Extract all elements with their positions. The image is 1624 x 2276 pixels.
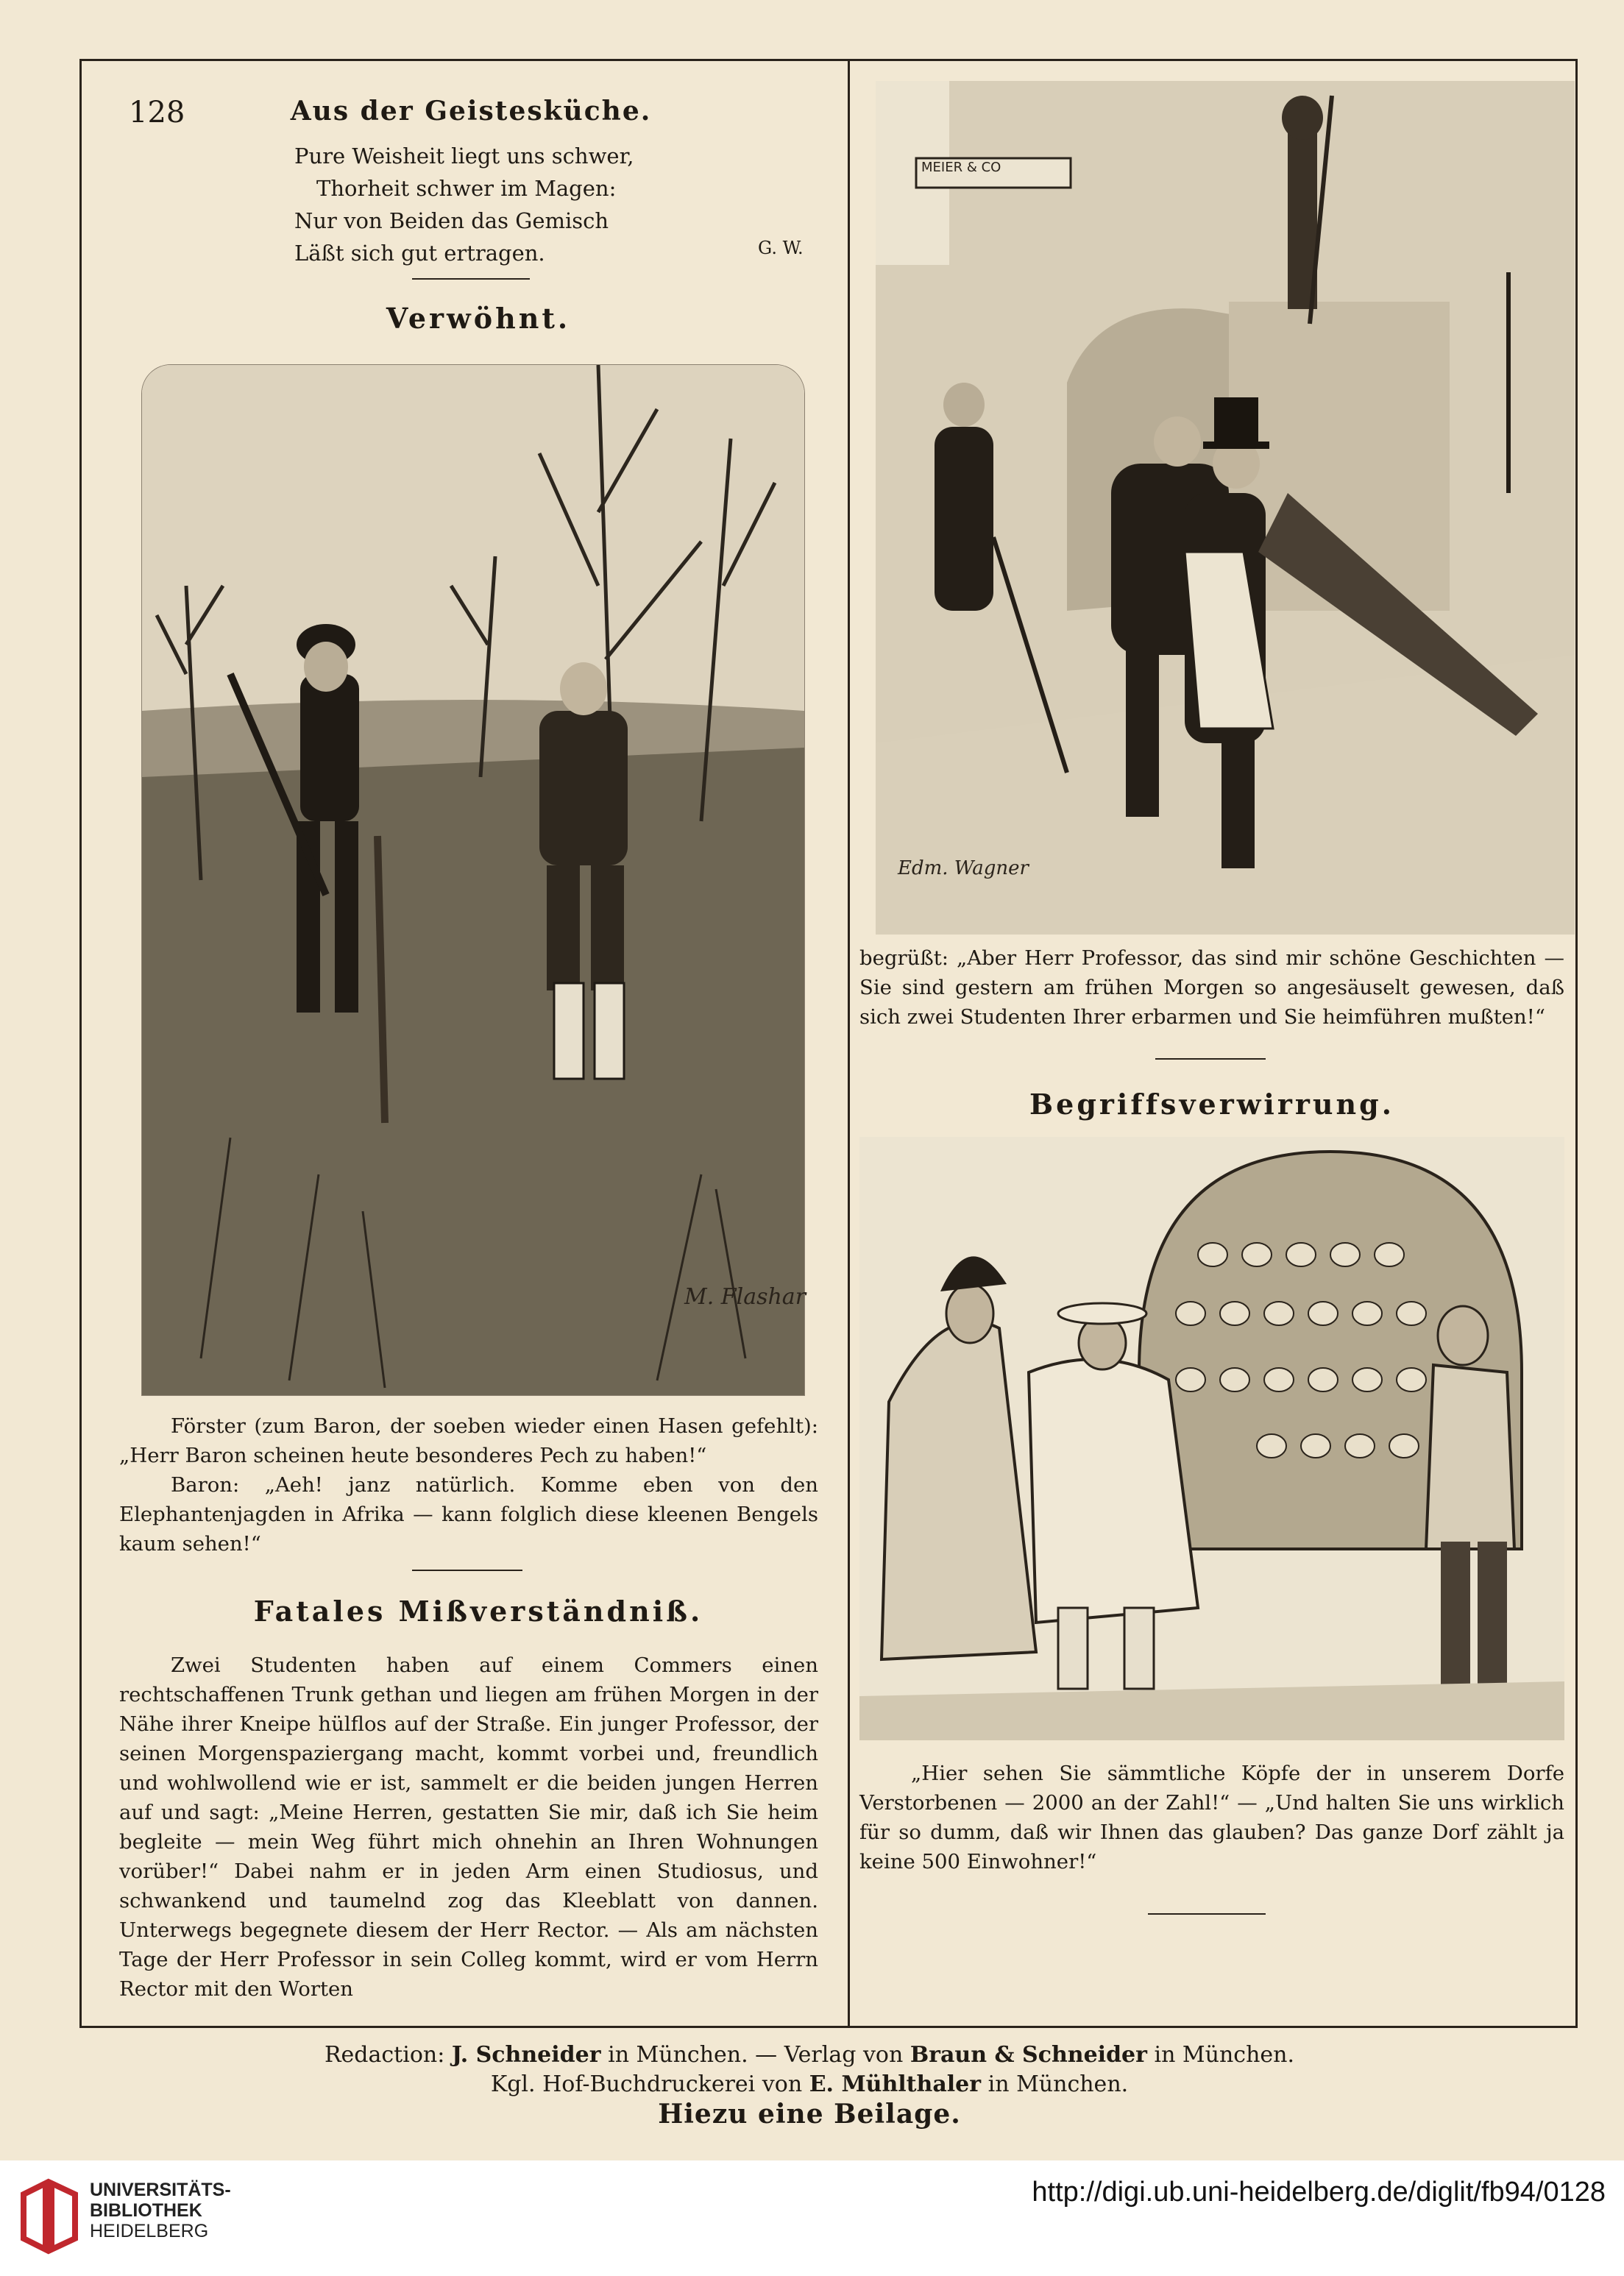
page-number: 128 <box>129 96 185 130</box>
divider <box>412 278 530 280</box>
students-illustration <box>876 81 1575 935</box>
caption-paragraph: „Hier sehen Sie sämmtliche Köpfe der in unserem Dorfe Verstorbenen — 2000 an der Zahl!“ — „Und halten Sie uns wirklich für so dumm, daß wir Ihnen das glauben? Das ganze Dorf zählt ja keine 500 Einwohner!“ <box>859 1762 1564 1873</box>
document-url[interactable]: http://digi.ub.uni-heidelberg.de/diglit/fb94/0128 <box>1032 2177 1606 2208</box>
ossuary-illustration <box>859 1137 1564 1740</box>
verwoehnt-title: Verwöhnt. <box>386 302 571 335</box>
caption-paragraph: Förster (zum Baron, der soeben wieder einen Hasen gefehlt): „Herr Baron scheinen heute besonderes Pech zu haben!“ <box>119 1414 818 1467</box>
supplement-note: Hiezu eine Beilage. <box>658 2099 961 2130</box>
printer-label: Kgl. Hof-Buchdruckerei von <box>490 2071 803 2097</box>
shop-sign: MEIER & CO <box>921 160 1001 175</box>
divider <box>1148 1913 1266 1915</box>
fatales-text <box>119 1651 818 2004</box>
artist-signature: M. Flashar <box>684 1284 806 1310</box>
imprint-line-1 <box>221 2042 1398 2068</box>
publisher-name: Braun & Schneider <box>909 2042 1147 2068</box>
poem-body <box>294 140 824 269</box>
poem-title: Aus der Geistesküche. <box>290 96 652 127</box>
caption-paragraph: Baron: „Aeh! janz natürlich. Komme eben von den Elephantenjagden in Afrika — kann folglich diese kleenen Bengels kaum sehen!“ <box>119 1473 818 1556</box>
poem-line: Läßt sich gut ertragen. <box>294 241 545 266</box>
begriff-title: Begriffsverwirrung. <box>1029 1088 1394 1121</box>
poem-line: Nur von Beiden das Gemisch <box>294 208 609 233</box>
publisher-city: in München. <box>1154 2042 1295 2068</box>
poem-line: Thorheit schwer im Magen: <box>316 176 617 201</box>
column-divider <box>848 59 850 2026</box>
redaction-city: in München. — Verlag von <box>608 2042 904 2068</box>
artist-signature: Edm. Wagner <box>898 857 1029 879</box>
story-paragraph: begrüßt: „Aber Herr Professor, das sind mir schöne Geschichten — Sie sind gestern am frühen Morgen so angesäuselt gewesen, daß sich zwei Studenten Ihrer erbarmen und Sie heimführen mußten!“ <box>859 946 1564 1029</box>
printer-name: E. Mühlthaler <box>809 2071 982 2097</box>
library-name-line: UNIVERSITÄTS- <box>90 2180 231 2200</box>
fatales-title: Fatales Mißverständniß. <box>253 1595 703 1628</box>
divider <box>412 1570 522 1571</box>
printer-city: in München. <box>987 2071 1129 2097</box>
fatales-continuation <box>859 943 1564 1032</box>
library-name <box>90 2180 231 2241</box>
verwoehnt-caption <box>119 1411 818 1559</box>
imprint-line-2 <box>221 2071 1398 2097</box>
begriff-caption <box>859 1759 1564 1876</box>
library-name-line: HEIDELBERG <box>90 2221 209 2241</box>
poem-signature: G. W. <box>758 238 804 258</box>
poem-line: Pure Weisheit liegt uns schwer, <box>294 143 634 169</box>
story-paragraph: Zwei Studenten haben auf einem Commers einen rechtschaffenen Trunk gethan und liegen am frühen Morgen in der Nähe ihrer Kneipe hülflos auf der Straße. Ein junger Professor, der seinen Morgenspaziergang macht, kommt vorbei und, freundlich und wohlwollend wie er ist, sammelt er die beiden jungen Herren auf und sagt: „Meine Herren, gestatten Sie mir, daß ich Sie heim begleite — mein Weg führt mich ohnehin an Ihren Wohnungen vorüber!“ Dabei nahm er in jeden Arm einen Studiosus, und schwankend und taumelnd zog das Kleeblatt von dannen. Unterwegs begegnete diesem der Herr Rector. — Als am nächsten Tage der Herr Professor in sein Colleg kommt, wird er vom Herrn Rector mit den Worten <box>119 1653 818 2001</box>
hunters-illustration <box>141 364 805 1396</box>
university-library-logo <box>16 2176 82 2257</box>
divider <box>1155 1058 1266 1060</box>
editor-name: J. Schneider <box>451 2042 601 2068</box>
redaction-label: Redaction: <box>324 2042 445 2068</box>
library-name-line: BIBLIOTHEK <box>90 2200 202 2221</box>
